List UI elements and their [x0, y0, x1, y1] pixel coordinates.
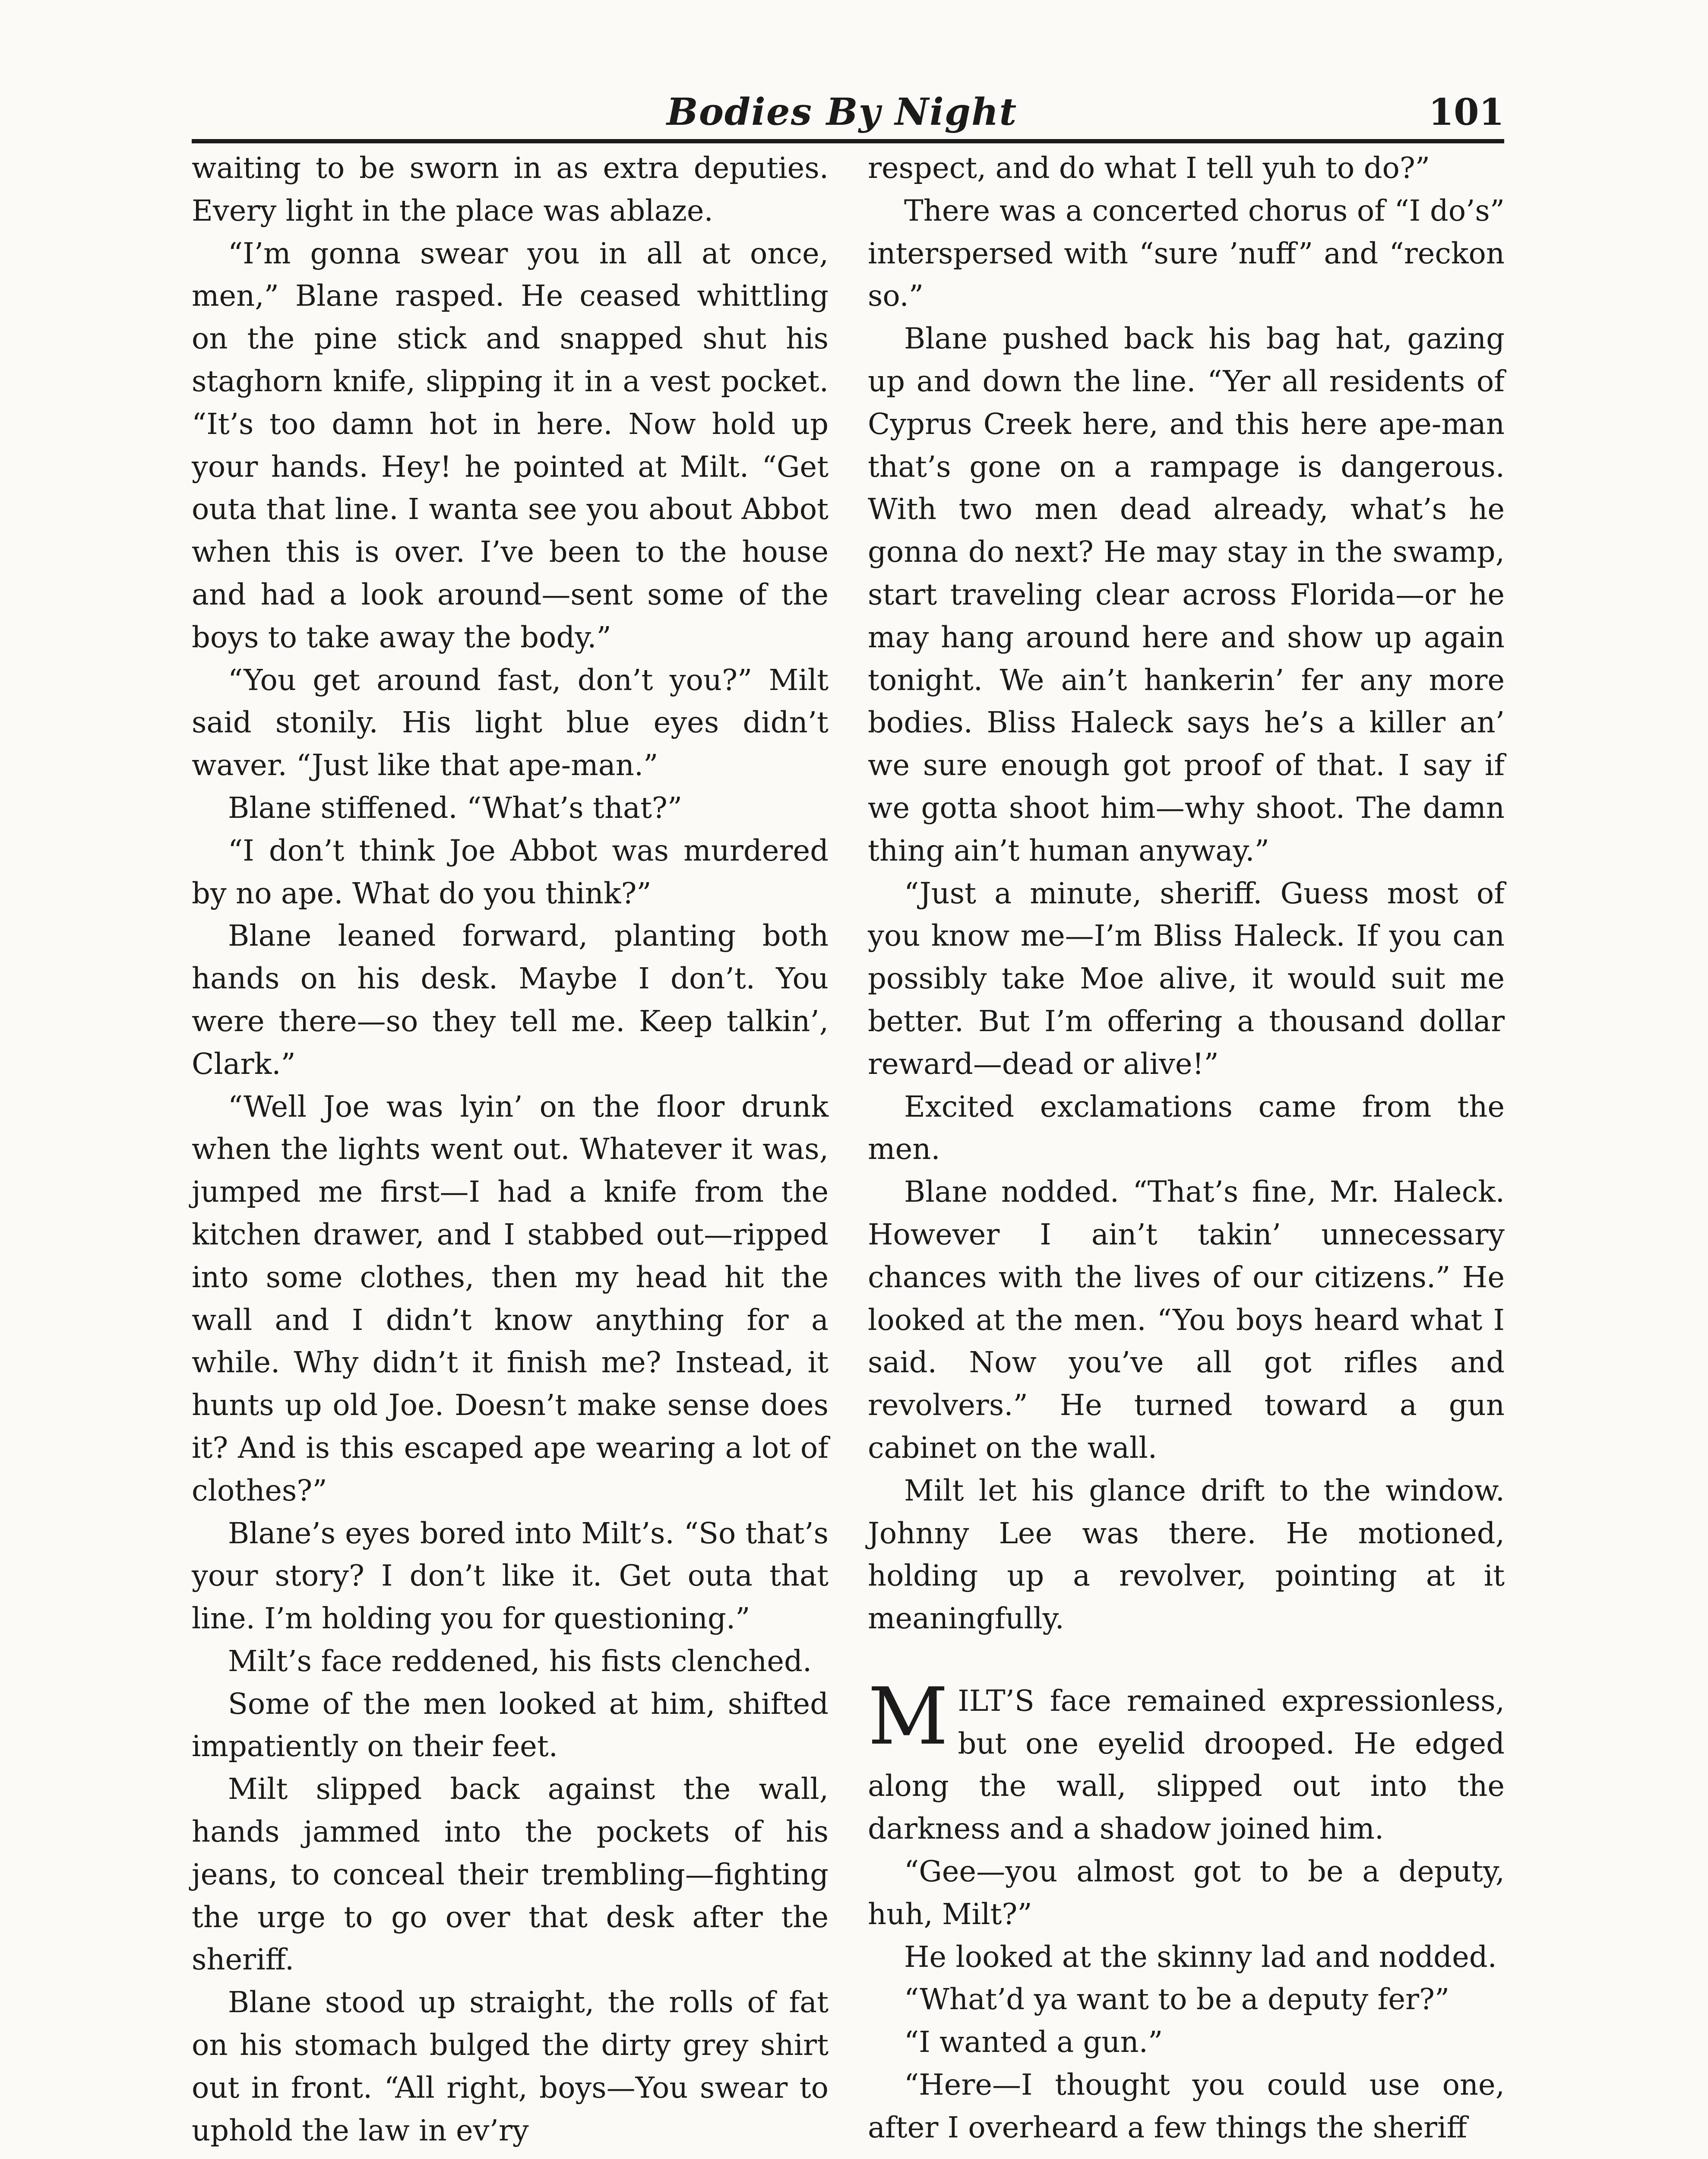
right-column [868, 147, 1505, 2149]
running-header [192, 86, 1504, 138]
paragraph: respect, and do what I tell yuh to do?” [868, 151, 1430, 185]
paragraph: Some of the men looked at him, shifted impatiently on their feet. [192, 1687, 829, 1763]
paragraph: Blane nodded. “That’s fine, Mr. Haleck. However I ain’t takin’ unnecessary chances with the lives of our citizens.” He looked at the men. “You boys heard what I said. Now you’ve all got rifles and revolvers.” He turned toward a gun cabinet on the wall. [868, 1175, 1505, 1465]
paragraph: Milt let his glance drift to the window. Johnny Lee was there. He motioned, holding up a revolver, pointing at it meaningfully. [868, 1473, 1505, 1636]
paragraph: Blane stood up straight, the rolls of fat on his stomach bulged the dirty grey shirt out in front. “All right, boys—You swear to uphold the law in ev’ry [192, 1985, 829, 2147]
paragraph: “What’d ya want to be a deputy fer?” [904, 1982, 1450, 2017]
paragraph: “I wanted a gun.” [904, 2025, 1163, 2059]
story-title: Bodies By Night [667, 90, 1018, 134]
header-rule [192, 139, 1504, 143]
paragraph: “You get around fast, don’t you?” Milt said stonily. His light blue eyes didn’t waver. “Just like that ape-man.” [192, 663, 829, 782]
paragraph: waiting to be sworn in as extra deputies. Every light in the place was ablaze. [192, 151, 829, 228]
paragraph: “Just a minute, sheriff. Guess most of you know me—I’m Bliss Haleck. If you can possibly take Moe alive, it would suit me better. But I’m offering a thousand dollar reward—dead or alive!” [868, 876, 1505, 1081]
left-column [192, 147, 829, 2152]
section-break-paragraph [868, 1670, 1505, 1850]
paragraph: Blane stiffened. “What’s that?” [228, 791, 683, 825]
paragraph: He looked at the skinny lad and nodded. [904, 1940, 1497, 1974]
paragraph: Blane pushed back his bag hat, gazing up and down the line. “Yer all residents of Cyprus Creek here, and this here ape-man that’s gone on a rampage is dangerous. With two men dead already, what’s he gonna do next? He may stay in the swamp, start traveling clear across Florida—or he may hang around here and show up again tonight. We ain’t hankerin’ fer any more bodies. Bliss Haleck says he’s a killer an’ we sure enough got proof of that. I say if we gotta shoot him—why shoot. The damn thing ain’t human anyway.” [868, 322, 1505, 867]
paragraph: “I’m gonna swear you in all at once, men,” Blane rasped. He ceased whittling on the pine stick and snapped shut his staghorn knife, slipping it in a vest pocket. “It’s too damn hot in here. Now hold up your hands. Hey! he pointed at Milt. “Get outa that line. I wanta see you about Abbot when this is over. I’ve been to the house and had a look around—sent some of the boys to take away the body.” [192, 236, 829, 654]
paragraph: Blane’s eyes bored into Milt’s. “So that’s your story? I don’t like it. Get outa that line. I’m holding you for questioning.” [192, 1516, 829, 1636]
paragraph: “Gee—you almost got to be a deputy, huh, Milt?” [868, 1855, 1505, 1931]
paragraph: “Well Joe was lyin’ on the floor drunk when the lights went out. Whatever it was, jumped me first—I had a knife from the kitchen drawer, and I stabbed out—ripped into some clothes, then my head hit the wall and I didn’t know anything for a while. Why didn’t it finish me? Instead, it hunts up old Joe. Doesn’t make sense does it? And is this escaped ape wearing a lot of clothes?” [192, 1089, 829, 1507]
drop-cap: M [868, 1670, 949, 1762]
paragraph: “Here—I thought you could use one, after I overheard a few things the sheriff [868, 2068, 1505, 2144]
paragraph: There was a concerted chorus of “I do’s” interspersed with “sure ’nuff” and “reckon so.” [868, 193, 1505, 313]
page-number: 101 [1428, 91, 1504, 133]
paragraph: Milt slipped back against the wall, hands jammed into the pockets of his jeans, to conceal their trembling—fighting the urge to go over that desk after the sheriff. [192, 1772, 829, 1977]
paragraph: “I don’t think Joe Abbot was murdered by no ape. What do you think?” [192, 833, 829, 910]
paragraph: Milt’s face reddened, his fists clenched. [228, 1644, 812, 1678]
paragraph: Excited exclamations came from the men. [868, 1089, 1505, 1166]
paragraph: Blane leaned forward, planting both hands on his desk. Maybe I don’t. You were there—so they tell me. Keep talkin’, Clark.” [192, 919, 829, 1081]
section-break-text: ILT’S face remained expressionless, but one eyelid drooped. He edged along the wall, slipped out into the darkness and a shadow joined him. [868, 1684, 1505, 1846]
